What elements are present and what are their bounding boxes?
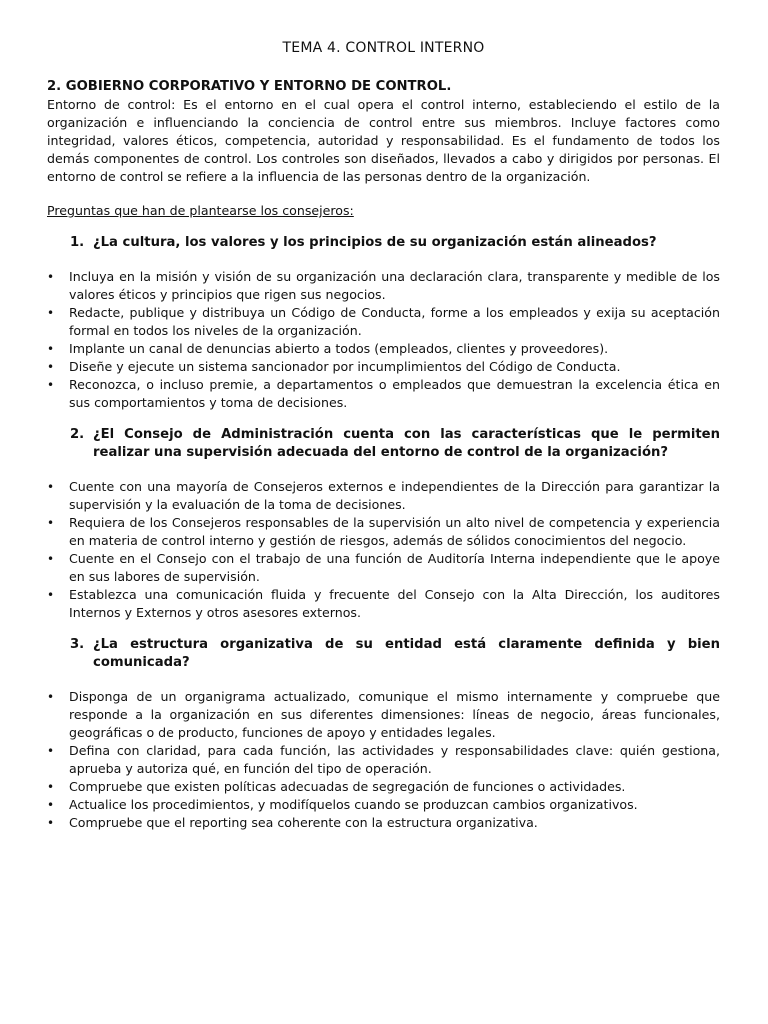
section-heading: 2. GOBIERNO CORPORATIVO Y ENTORNO DE CONTROL. [47, 79, 452, 94]
bullet-icon: • [47, 270, 55, 284]
list-item [47, 478, 720, 514]
list-item [47, 742, 720, 778]
bullet-icon: • [47, 690, 55, 704]
document-title: TEMA 4. CONTROL INTERNO [282, 40, 485, 56]
question-text: ¿El Consejo de Administración cuenta con las características que le permiten realizar una supervisión adecuada del entorno de control de la organización? [93, 427, 720, 460]
bullet-icon: • [47, 360, 55, 374]
question-heading [47, 636, 720, 672]
list-item [47, 340, 720, 358]
bullet-text: Defina con claridad, para cada función, las actividades y responsabilidades clave: quién gestiona, aprueba y autoriza qué, en función del tipo de operación. [69, 743, 720, 776]
question-number: 1. [70, 235, 85, 250]
list-item [47, 814, 720, 832]
list-item [47, 514, 720, 550]
list-item [47, 268, 720, 304]
bullet-text: Compruebe que existen políticas adecuadas de segregación de funciones o actividades. [69, 779, 626, 794]
questions-label: Preguntas que han de plantearse los consejeros: [47, 203, 354, 218]
question-number: 2. [70, 427, 85, 442]
questions-list [47, 234, 720, 832]
bullet-list [47, 268, 720, 412]
question-text: ¿La cultura, los valores y los principios de su organización están alineados? [93, 235, 657, 250]
bullet-text: Cuente en el Consejo con el trabajo de una función de Auditoría Interna independiente que le apoye en sus labores de supervisión. [69, 551, 720, 584]
bullet-icon: • [47, 798, 55, 812]
bullet-icon: • [47, 780, 55, 794]
bullet-text: Implante un canal de denuncias abierto a todos (empleados, clientes y proveedores). [69, 341, 609, 356]
bullet-icon: • [47, 342, 55, 356]
bullet-icon: • [47, 744, 55, 758]
bullet-text: Establezca una comunicación fluida y frecuente del Consejo con la Alta Dirección, los auditores Internos y Externos y otros asesores externos. [69, 587, 720, 620]
question-number: 3. [70, 637, 85, 652]
bullet-text: Disponga de un organigrama actualizado, comunique el mismo internamente y compruebe que responde a la organización en sus diferentes dimensiones: líneas de negocio, áreas funcionales, geográficas o de producto, funciones de apoyo y entidades legales. [69, 689, 720, 740]
question-heading [47, 234, 720, 252]
question-heading [47, 426, 720, 462]
bullet-icon: • [47, 552, 55, 566]
bullet-text: Diseñe y ejecute un sistema sancionador por incumplimientos del Código de Conducta. [69, 359, 621, 374]
bullet-text: Reconozca, o incluso premie, a departamentos o empleados que demuestran la excelencia ética en sus comportamientos y toma de decisiones. [69, 377, 720, 410]
bullet-text: Redacte, publique y distribuya un Código de Conducta, forme a los empleados y exija su aceptación formal en todos los niveles de la organización. [69, 305, 720, 338]
list-item [47, 796, 720, 814]
list-item [47, 304, 720, 340]
bullet-text: Actualice los procedimientos, y modifíquelos cuando se produzcan cambios organizativos. [69, 797, 638, 812]
bullet-icon: • [47, 516, 55, 530]
list-item [47, 358, 720, 376]
list-item [47, 550, 720, 586]
document-page [47, 40, 720, 832]
bullet-icon: • [47, 588, 55, 602]
bullet-icon: • [47, 480, 55, 494]
list-item [47, 586, 720, 622]
bullet-list [47, 478, 720, 622]
bullet-text: Incluya en la misión y visión de su organización una declaración clara, transparente y medible de los valores éticos y principios que rigen sus negocios. [69, 269, 720, 302]
list-item [47, 778, 720, 796]
bullet-icon: • [47, 306, 55, 320]
bullet-icon: • [47, 816, 55, 830]
question-text: ¿La estructura organizativa de su entidad está claramente definida y bien comunicada? [93, 637, 720, 670]
list-item [47, 688, 720, 742]
bullet-text: Compruebe que el reporting sea coherente con la estructura organizativa. [69, 815, 538, 830]
bullet-list [47, 688, 720, 832]
bullet-icon: • [47, 378, 55, 392]
list-item [47, 376, 720, 412]
bullet-text: Cuente con una mayoría de Consejeros externos e independientes de la Dirección para garantizar la supervisión y la evaluación de la toma de decisiones. [69, 479, 720, 512]
intro-paragraph: Entorno de control: Es el entorno en el cual opera el control interno, estableciendo el estilo de la organización e influenciando la conciencia de control entre sus miembros. Incluye factores como integridad, valores éticos, competencia, autoridad y responsabilidad. Es el fundamento de todos los demás componentes de control. Los controles son diseñados, llevados a cabo y dirigidos por personas. El entorno de control se refiere a la influencia de las personas dentro de la organización. [47, 97, 720, 184]
bullet-text: Requiera de los Consejeros responsables de la supervisión un alto nivel de competencia y experiencia en materia de control interno y gestión de riesgos, además de sólidos conocimientos del negocio. [69, 515, 720, 548]
